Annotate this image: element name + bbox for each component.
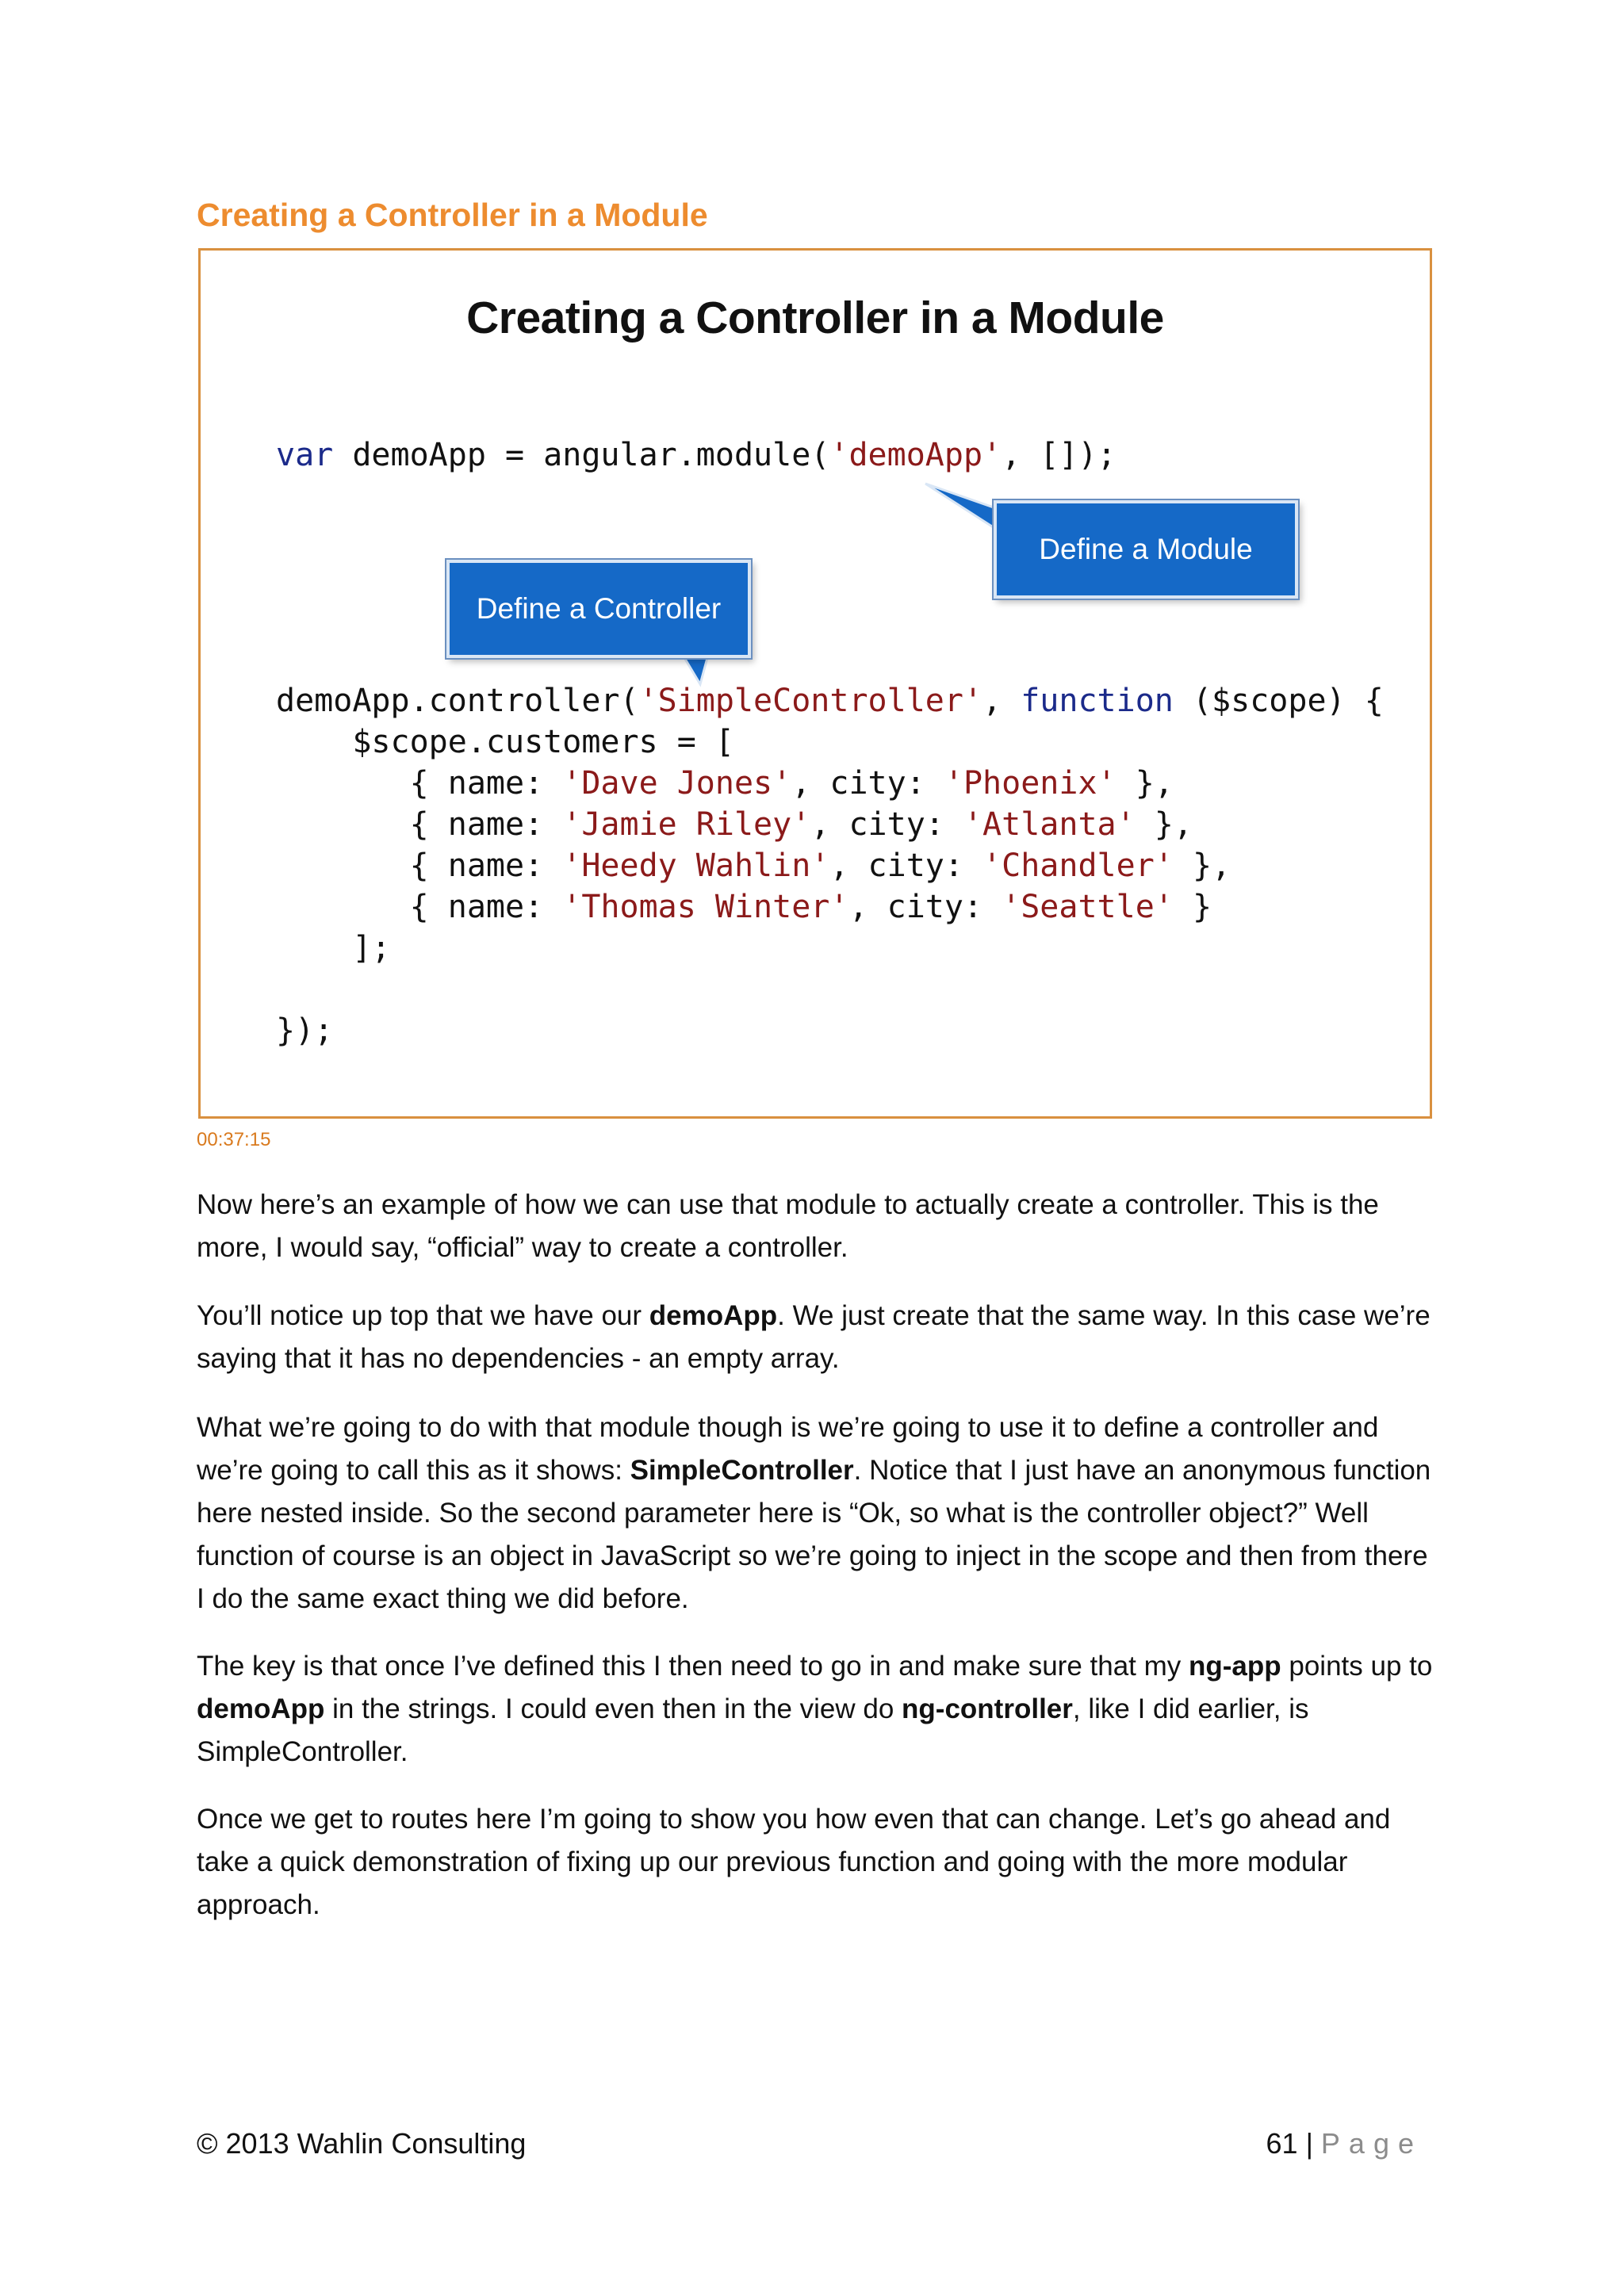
code-line-controller: [276, 683, 1384, 719]
code-text: , city:: [829, 848, 983, 884]
code-line-scope: $scope.customers = [: [276, 724, 734, 760]
paragraph-text: You’ll notice up top that we have our: [197, 1300, 649, 1331]
paragraph: Once we get to routes here I’m going to show you how even that can change. Let’s go ahead and take a quick demonstration of fixing up our previous function and going with the more modular approach.: [197, 1804, 1391, 1920]
paragraph-text: The key is that once I’ve defined this I then need to go in and make sure that my: [197, 1651, 1189, 1682]
code-text: ,: [982, 683, 1021, 719]
code-text: },: [1135, 806, 1193, 843]
slide-title: Creating a Controller in a Module: [466, 293, 1164, 343]
code-string: 'Phoenix': [944, 765, 1116, 802]
video-timestamp: 00:37:15: [197, 1129, 271, 1150]
code-line-customer: [276, 889, 1212, 925]
code-text: demoApp = angular.module(: [333, 437, 830, 473]
paragraph-text: What we’re going to do with that module though is we’re going to use it to define a controller and we’re going to call this as it shows:: [197, 1412, 1379, 1486]
code-text: { name:: [276, 765, 563, 802]
code-text: , city:: [848, 889, 1002, 925]
code-keyword: var: [276, 437, 334, 473]
paragraph-text: , like I did earlier, is SimpleController.: [197, 1693, 1309, 1767]
section-heading: Creating a Controller in a Module: [197, 197, 708, 233]
page-separator: |: [1305, 2127, 1313, 2160]
footer-page-number: [1266, 2127, 1423, 2160]
code-text: { name:: [276, 889, 563, 925]
paragraph-bold: SimpleController: [630, 1455, 854, 1486]
code-string: 'Chandler': [982, 848, 1174, 884]
page-label: Page: [1320, 2127, 1423, 2160]
code-text: , city:: [810, 806, 963, 843]
paragraph-text: . Notice that I just have an anonymous function here nested inside. So the second parameter here is “Ok, so what is the controller object?” Well function of course is an object in JavaScript so we’re going to inject in the scope and then from there I do the same exact thing we did before.: [197, 1455, 1431, 1614]
code-text: ($scope) {: [1173, 683, 1384, 719]
paragraph: Now here’s an example of how we can use that module to actually create a controller. This is the more, I would say, “official” way to create a controller.: [197, 1189, 1379, 1263]
paragraph-bold: demoApp: [649, 1300, 778, 1331]
code-string: 'demoApp': [829, 437, 1002, 473]
code-string: 'Atlanta': [963, 806, 1136, 843]
paragraph-bold: ng-app: [1189, 1651, 1281, 1682]
page-number: 61: [1266, 2127, 1298, 2160]
paragraph: [197, 1295, 1434, 1380]
code-keyword: function: [1021, 683, 1174, 719]
code-text: , city:: [791, 765, 944, 802]
code-line-customer: [276, 806, 1193, 843]
code-line-customer: [276, 848, 1231, 884]
callout-define-module: Define a Module: [994, 500, 1298, 599]
code-line-module: [276, 437, 1116, 473]
code-text: , []);: [1002, 437, 1116, 473]
code-string: 'Heedy Wahlin': [562, 848, 830, 884]
slide-screenshot: [198, 248, 1432, 1119]
code-string: 'SimpleController': [638, 683, 983, 719]
code-text: },: [1173, 848, 1231, 884]
code-line-array-close: ];: [276, 930, 391, 966]
paragraph-bold: demoApp: [197, 1693, 325, 1724]
code-text: },: [1116, 765, 1174, 802]
paragraph-text: in the strings. I could even then in the view do: [324, 1693, 902, 1724]
code-string: 'Thomas Winter': [562, 889, 849, 925]
code-text: }: [1173, 889, 1212, 925]
paragraph-text: points up to: [1281, 1651, 1433, 1682]
code-string: 'Dave Jones': [562, 765, 792, 802]
paragraph-text: . We just create that the same way. In this case we’re saying that it has no dependencies - an empty array.: [197, 1300, 1431, 1374]
paragraph-bold: ng-controller: [902, 1693, 1073, 1724]
code-text: { name:: [276, 848, 563, 884]
callout-define-controller: Define a Controller: [446, 560, 751, 658]
code-text: { name:: [276, 806, 563, 843]
footer-copyright: © 2013 Wahlin Consulting: [197, 2127, 527, 2160]
code-text: demoApp.controller(: [276, 683, 639, 719]
code-line-customer: [276, 765, 1174, 802]
code-string: 'Jamie Riley': [562, 806, 811, 843]
paragraph: [197, 1645, 1434, 1774]
code-string: 'Seattle': [1002, 889, 1174, 925]
code-line-function-close: });: [276, 1012, 334, 1049]
paragraph: [197, 1406, 1434, 1621]
